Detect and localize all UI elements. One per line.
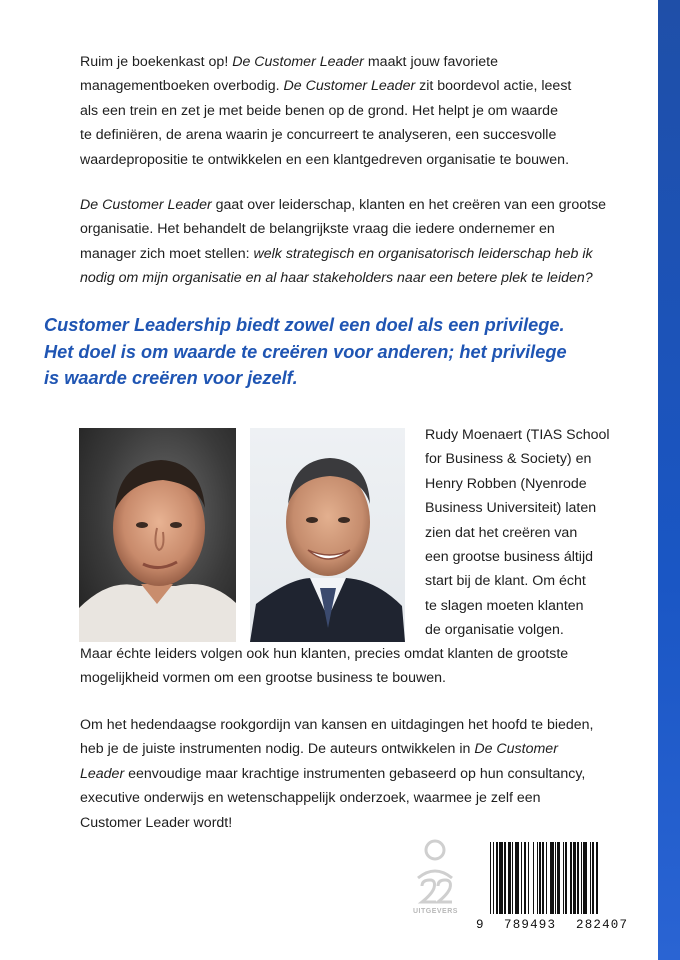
publisher-logo-icon	[410, 838, 460, 918]
text-line	[80, 99, 600, 123]
isbn-barcode	[476, 838, 646, 938]
italic-text: welk strategisch en organisatorisch leiderschap heb ik	[253, 245, 593, 262]
text-line	[80, 737, 600, 761]
text-line	[80, 786, 600, 810]
text-line	[80, 148, 600, 172]
italic-text: De Customer Leader	[283, 78, 416, 95]
text-run: executive onderwijs en wetenschappelijk onderzoek, waarmee je zelf een	[80, 790, 541, 807]
about-paragraph	[80, 193, 607, 291]
text-line	[80, 811, 600, 835]
text-run: manager zich moet stellen:	[80, 245, 254, 262]
text-line	[80, 217, 600, 241]
text-run: organisatie. Het behandelt de belangrijkste vraag die iedere ondernemer en	[80, 221, 555, 238]
highlight-quote	[44, 312, 624, 392]
author-photo-henry-robben	[250, 428, 405, 642]
portrait-2-illustration	[250, 428, 405, 642]
italic-text: De Customer Leader	[232, 54, 364, 70]
leaders-paragraph	[80, 642, 600, 691]
isbn-group-2: 282407	[576, 918, 629, 932]
text-run: mogelijkheid vormen om een grootse business te bouwen.	[80, 670, 446, 687]
text-run: zit boordevol actie, leest	[415, 78, 572, 95]
text-run: managementboeken overbodig.	[80, 78, 284, 95]
author-intro-line: Rudy Moenaert (TIAS School	[425, 427, 610, 443]
author-intro-line: start bij de klant. Om écht	[425, 573, 586, 590]
text-line	[80, 713, 600, 737]
italic-text: De Customer	[474, 741, 558, 758]
italic-text: nodig om mijn organisatie en al haar stakeholders naar een betere plek te leiden?	[80, 270, 593, 287]
author-intro-line: een grootse business áltijd	[425, 549, 593, 566]
text-run: Customer Leader wordt!	[80, 814, 233, 831]
text-run: waardepropositie te ontwikkelen en een klantgedreven organisatie te bouwen.	[80, 151, 570, 168]
text-line	[80, 123, 600, 147]
text-line	[80, 762, 600, 786]
quote-line: Customer Leadership biedt zowel een doel als een privilege.	[44, 315, 565, 335]
barcode-bars	[490, 842, 640, 914]
text-run: maakt jouw favoriete	[363, 54, 498, 70]
publisher-name: UITGEVERS	[413, 908, 458, 915]
author-intro-line: Business Universiteit) laten	[425, 500, 597, 517]
intro-paragraph	[80, 50, 600, 172]
author-intro-line: Henry Robben (Nyenrode	[425, 475, 587, 492]
text-run: Om het hedendaagse rookgordijn van kansen en uitdagingen het hoofd te bieden,	[80, 717, 594, 733]
text-run: eenvoudige maar krachtige instrumenten gebaseerd op hun consultancy,	[124, 765, 586, 782]
text-line	[80, 266, 600, 290]
text-line	[80, 642, 600, 666]
author-photo-rudy-moenaert	[79, 428, 236, 642]
text-run: Ruim je boekenkast op!	[80, 54, 233, 70]
text-run: heb je de juiste instrumenten nodig. De auteurs ontwikkelen in	[80, 741, 475, 758]
text-line	[80, 666, 600, 690]
text-line	[80, 74, 600, 98]
quote-line: Het doel is om waarde te creëren voor anderen; het privilege	[44, 341, 567, 362]
text-run: gaat over leiderschap, klanten en het creëren van een grootse	[211, 197, 607, 213]
author-intro-text	[425, 423, 615, 643]
barcode-bar	[598, 842, 599, 914]
italic-text: De Customer Leader	[80, 197, 212, 213]
book-spine-edge	[658, 0, 680, 960]
closing-paragraph	[80, 713, 600, 835]
author-intro-line: de organisatie volgen.	[425, 622, 564, 639]
isbn-group-1: 789493	[504, 918, 557, 932]
text-run: te definiëren, de arena waarin je concurreert te analyseren, een succesvolle	[80, 127, 557, 144]
author-intro-line: te slagen moeten klanten	[425, 597, 584, 614]
text-line	[80, 50, 600, 74]
isbn-digit-first: 9	[476, 918, 485, 932]
text-line	[80, 242, 600, 266]
italic-text: Leader	[80, 765, 125, 782]
text-run: als een trein en zet je met beide benen op de grond. Het helpt je om waarde	[80, 102, 558, 119]
author-intro-line: for Business & Society) en	[425, 451, 592, 468]
portrait-1-illustration	[79, 428, 236, 642]
quote-line: is waarde creëren voor jezelf.	[44, 368, 298, 388]
text-line	[80, 193, 607, 217]
text-run: Maar échte leiders volgen ook hun klanten, precies omdat klanten de grootste	[80, 646, 569, 662]
author-intro-line: zien dat het creëren van	[425, 524, 578, 541]
